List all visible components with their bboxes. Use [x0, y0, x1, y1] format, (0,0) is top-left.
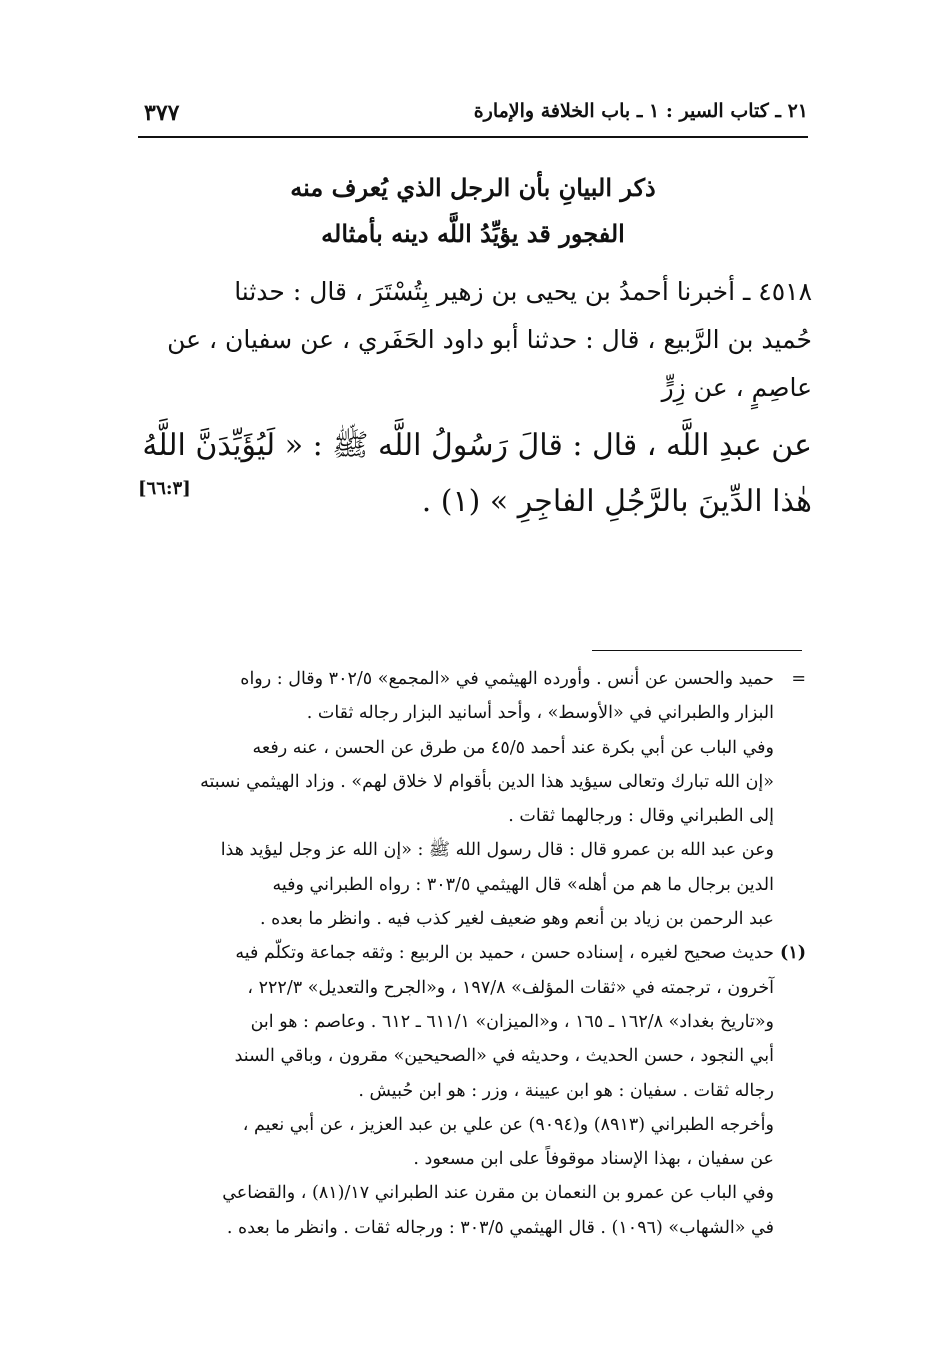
footnote-line: «إن الله تبارك وتعالى سيؤيد هذا الدين بأقوام لا خلاق لهم» . وزاد الهيثمي نسبته — [200, 771, 774, 792]
chapter-heading — [138, 165, 808, 257]
chapter-heading-line: الفجور قد يؤيِّدُ اللَّه دينه بأمثاله — [321, 219, 625, 248]
footnote-line: رجاله ثقات . سفيان : هو ابن عيينة ، وزر : هو ابن حُبيش . — [358, 1080, 774, 1101]
footnote-number: (١) — [780, 943, 806, 964]
footnote-line — [128, 936, 808, 970]
footnote-text: حديث صحيح لغيره ، إسناده حسن ، حميد بن الربيع : وثقه جماعة وتكلّم فيه — [235, 943, 774, 964]
matn-line: عن عبدِ اللَّه ، قال : قالَ رَسُولُ اللَّه ﷺ : « لَيُؤَيِّدَنَّ اللَّهُ — [142, 428, 812, 463]
footnote-line: آخرون ، ترجمته في «ثقات المؤلف» ١٩٧/٨ ، و«الجرح والتعديل» ٢٢٢/٣ ، — [247, 977, 774, 998]
hadith-isnad — [132, 268, 812, 412]
footnote-line: وأخرجه الطبراني (٨٩١٣) و(٩٠٩٤) عن علي بن عبد العزيز ، عن أبي نعيم ، — [242, 1114, 774, 1135]
chapter-heading-line: ذكر البيانِ بأن الرجل الذي يُعرف منه — [290, 173, 656, 202]
footnotes — [128, 662, 808, 1245]
footnote-line: وعن عبد الله بن عمرو قال : قال رسول الله ﷺ : «إن الله عز وجل ليؤيد هذا — [220, 840, 774, 861]
running-header — [138, 96, 808, 138]
isnad-line: حُميد بن الرَّبيع ، قال : حدثنا أبو داود الحَفَري ، عن سفيان ، عن — [167, 325, 812, 354]
footnote-line: و«تاريخ بغداد» ١٦٢/٨ ـ ١٦٥ ، و«الميزان» ٦١١/١ ـ ٦١٢ . وعاصم : هو ابن — [250, 1011, 774, 1032]
isnad-line: عاصِمٍ ، عن زِرٍّ — [661, 373, 812, 402]
footnote-line: البزار والطبراني في «الأوسط» ، وأحد أسانيد البزار رجاله ثقات . — [306, 703, 774, 724]
footnote-line: أبي النجود ، حسن الحديث ، وحديثه في «الصحيحين» مقرون ، وباقي السند — [234, 1046, 774, 1067]
footnote-line: الدين برجال ما هم من أهله» قال الهيثمي ٣٠٣/٥ : رواه الطبراني وفيه — [272, 874, 774, 895]
chapter-running-title: ٢١ ـ كتاب السير : ١ ـ باب الخلافة والإمارة — [473, 100, 808, 122]
footnote-line: إلى الطبراني وقال : ورجالهما ثقات . — [508, 806, 774, 827]
page-number: ٣٧٧ — [144, 100, 180, 126]
footnote-line: وفي الباب عن أبي بكرة عند أحمد ٤٥/٥ من طرق عن الحسن ، عنه رفعه — [252, 737, 774, 758]
footnote-text: حميد والحسن عن أنس . وأورده الهيثمي في «المجمع» ٣٠٢/٥ وقال : رواه — [240, 669, 774, 689]
footnote-line: وفي الباب عن عمرو بن النعمان بن مقرن عند الطبراني ١٧/(٨١) ، والقضاعي — [222, 1183, 774, 1204]
matn-line: هٰذا الدِّينَ بالرَّجُلِ الفاجِرِ » (١) . — [421, 484, 812, 519]
hadith-reference: [٦٦:٣] — [138, 478, 191, 499]
footnote-line: عبد الرحمن بن زياد بن أنعم وهو ضعيف لغير كذب فيه . وانظر ما بعده . — [260, 909, 774, 930]
footnote-line: في «الشهاب» (١٠٩٦) . قال الهيثمي ٣٠٣/٥ : ورجاله ثقات . وانظر ما بعده . — [226, 1217, 774, 1238]
footnote-line — [128, 662, 808, 696]
footnote-separator — [592, 650, 802, 651]
footnote-line: عن سفيان ، بهذا الإسناد موقوفاً على ابن مسعود . — [413, 1149, 774, 1170]
continuation-mark: = — [791, 669, 806, 689]
isnad-line: ٤٥١٨ ـ أخبرنا أحمدُ بن يحيى بن زهير بِتُسْتَرَ ، قال : حدثنا — [234, 277, 812, 306]
hadith-matn — [132, 418, 812, 530]
